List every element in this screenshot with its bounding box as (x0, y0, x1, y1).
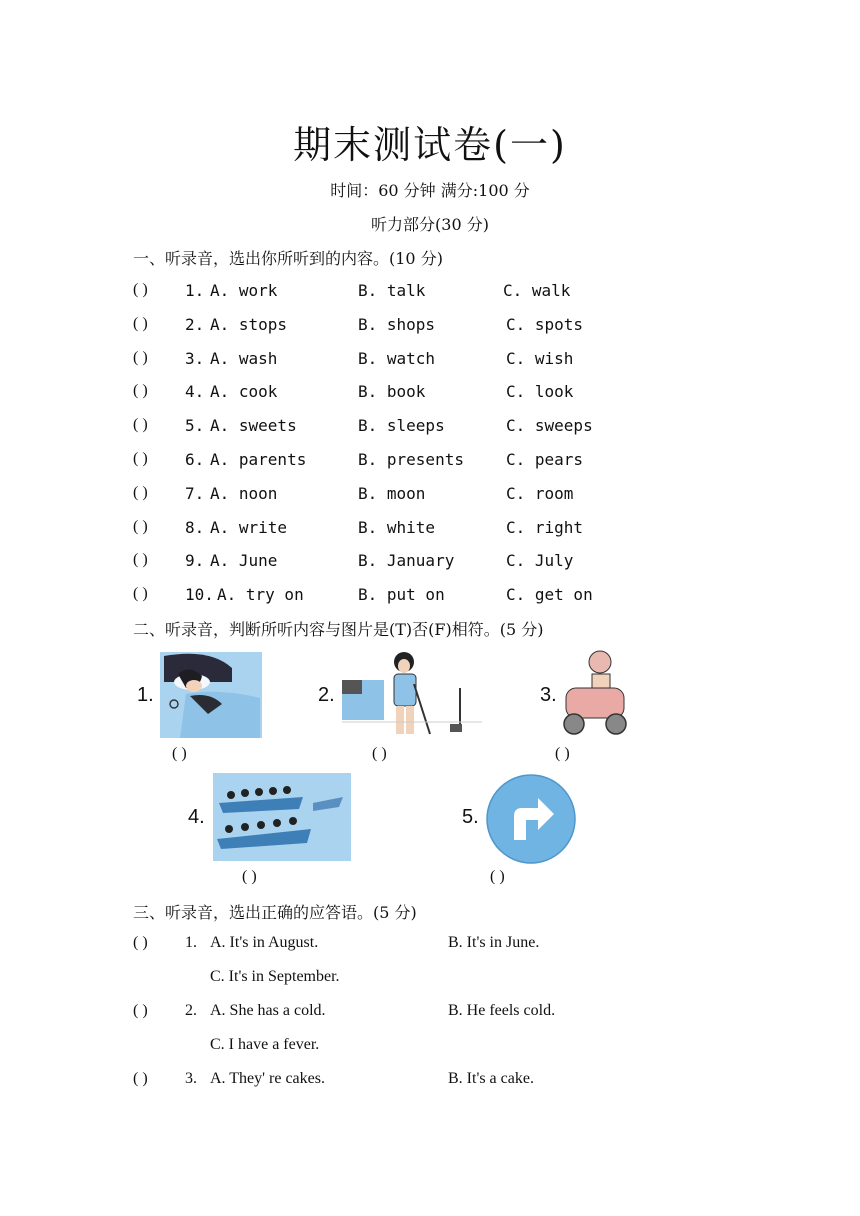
turn-right-sign-picture (486, 774, 576, 864)
answer-blank[interactable]: ( ) (133, 551, 148, 569)
picture-number: 1. (137, 684, 154, 706)
option-a[interactable]: A. June (210, 551, 278, 571)
page-title: 期末测试卷(一) (293, 123, 567, 167)
question-number: 6. (185, 450, 205, 469)
option-a[interactable]: A. work (210, 281, 278, 300)
option-c[interactable]: C. wish (506, 348, 574, 368)
option-b[interactable]: B. It's a cake. (448, 1070, 534, 1087)
option-c[interactable]: C. spots (506, 314, 584, 334)
option-a[interactable]: A. parents (210, 450, 307, 469)
question-number: 4. (185, 382, 205, 402)
option-a[interactable]: A. noon (210, 483, 278, 503)
answer-blank[interactable]: ( ) (133, 382, 148, 400)
option-a[interactable]: A. She has a cold. (210, 1002, 326, 1019)
exam-meta: 时间：60 分钟 满分:100 分 (330, 181, 530, 200)
listening-header: 听力部分(30 分) (371, 215, 489, 234)
question-number: 5. (185, 416, 205, 436)
option-b[interactable]: B. talk (358, 281, 426, 300)
question-number: 7. (185, 483, 205, 503)
option-c[interactable]: C. July (506, 551, 574, 571)
option-c[interactable]: C. right (506, 517, 584, 537)
answer-blank[interactable]: ( ) (133, 281, 148, 298)
answer-blank[interactable]: ( ) (133, 416, 148, 434)
sweeping-woman-picture (342, 650, 482, 740)
option-a[interactable]: A. try on (217, 585, 304, 605)
picture-number: 4. (188, 806, 205, 828)
answer-blank[interactable]: ( ) (133, 585, 148, 603)
option-a[interactable]: A. It's in August. (210, 934, 319, 951)
option-a[interactable]: A. stops (210, 314, 288, 334)
option-c[interactable]: C. pears (506, 450, 584, 469)
option-b[interactable]: B. It's in June. (448, 934, 540, 951)
section2-heading: 二、听录音，判断所听内容与图片是(T)否(F)相符。(5 分) (133, 620, 544, 639)
answer-blank[interactable]: ( ) (242, 868, 257, 885)
answer-blank[interactable]: ( ) (133, 348, 148, 366)
picture-number: 3. (540, 684, 557, 706)
option-a[interactable]: A. wash (210, 348, 278, 368)
option-c[interactable]: C. sweeps (506, 416, 593, 436)
option-b[interactable]: B. put on (358, 585, 445, 605)
motorcycle-rider-picture (560, 650, 630, 740)
option-c[interactable]: C. It's in September. (210, 968, 340, 985)
answer-blank[interactable]: ( ) (133, 314, 148, 332)
picture-number: 2. (318, 684, 335, 706)
answer-blank[interactable]: ( ) (133, 1002, 148, 1019)
answer-blank[interactable]: ( ) (133, 934, 148, 951)
answer-blank[interactable]: ( ) (133, 517, 148, 535)
answer-blank[interactable]: ( ) (172, 745, 187, 762)
dragon-boat-picture (213, 773, 351, 861)
question-number: 3. (185, 348, 205, 368)
question-number: 1. (185, 281, 205, 300)
section3-heading: 三、听录音，选出正确的应答语。(5 分) (133, 903, 417, 922)
option-b[interactable]: B. presents (358, 450, 464, 469)
option-b[interactable]: B. shops (358, 314, 436, 334)
option-c[interactable]: C. look (506, 382, 574, 402)
option-c[interactable]: C. get on (506, 585, 593, 605)
question-number: 2. (185, 314, 205, 334)
option-a[interactable]: A. They' re cakes. (210, 1070, 325, 1087)
answer-blank[interactable]: ( ) (133, 450, 148, 467)
option-b[interactable]: B. book (358, 382, 426, 402)
option-b[interactable]: B. He feels cold. (448, 1002, 556, 1019)
question-number: 3. (185, 1070, 197, 1087)
sleeping-girl-picture (160, 652, 262, 738)
option-c[interactable]: C. room (506, 483, 574, 503)
answer-blank[interactable]: ( ) (555, 745, 570, 762)
option-b[interactable]: B. sleeps (358, 416, 445, 436)
option-b[interactable]: B. January (358, 551, 455, 571)
question-number: 9. (185, 551, 205, 571)
option-a[interactable]: A. write (210, 517, 288, 537)
answer-blank[interactable]: ( ) (490, 868, 505, 885)
option-b[interactable]: B. moon (358, 483, 426, 503)
option-b[interactable]: B. white (358, 517, 436, 537)
question-number: 2. (185, 1002, 197, 1019)
answer-blank[interactable]: ( ) (372, 745, 387, 762)
answer-blank[interactable]: ( ) (133, 1070, 148, 1087)
section1-heading: 一、听录音，选出你所听到的内容。(10 分) (133, 249, 443, 268)
question-number: 8. (185, 517, 205, 537)
option-b[interactable]: B. watch (358, 348, 436, 368)
picture-number: 5. (462, 806, 479, 828)
option-a[interactable]: A. cook (210, 382, 278, 402)
question-number: 10. (185, 585, 214, 605)
option-a[interactable]: A. sweets (210, 416, 297, 436)
option-c[interactable]: C. I have a fever. (210, 1036, 320, 1053)
option-c[interactable]: C. walk (503, 281, 571, 300)
answer-blank[interactable]: ( ) (133, 483, 148, 501)
question-number: 1. (185, 934, 197, 951)
